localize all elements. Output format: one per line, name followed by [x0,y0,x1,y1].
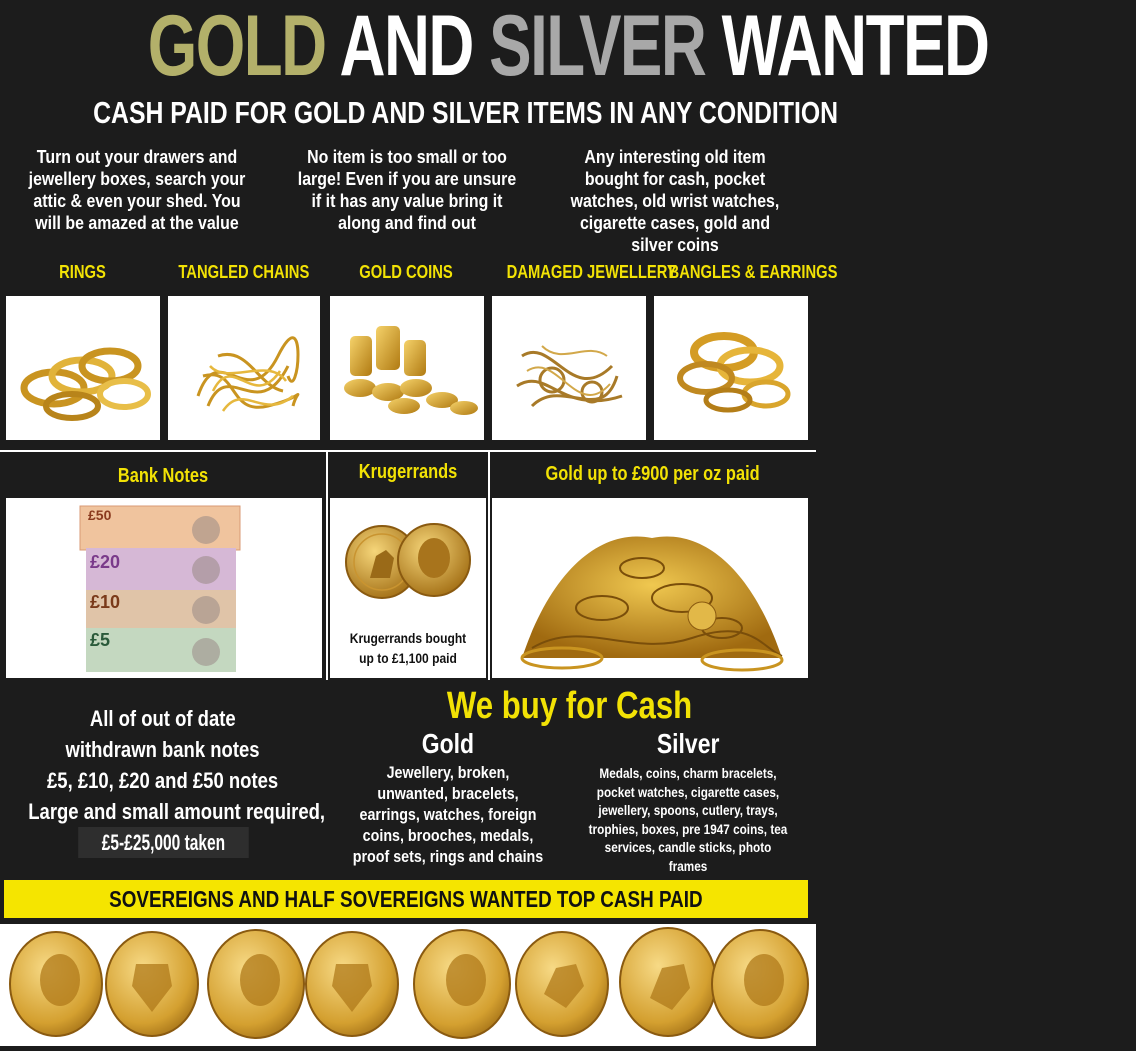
bank-notes-text [0,703,326,858]
krugerrand-coin-icon [330,498,486,628]
damaged-jewellery-icon [492,296,646,440]
intro-text-1: Turn out your drawers and jewellery boxes, search your attic & even your shed. You will be amazed at the value [28,146,246,233]
bank-notes-label: Bank Notes [117,465,209,487]
notes-line-4: Large and small amount required, [28,799,326,824]
gold-coins-photo [330,296,484,440]
bangle-icon [654,296,808,440]
silver-items-text: Medals, coins, charm bracelets, pocket watches, cigarette cases, jewellery, spoons, cutlery, trays, trophies, boxes, pre 1947 coins, tea services, candle sticks, photo frames [588,765,788,874]
chains-photo [168,296,320,440]
gold-rate-label: Gold up to £900 per oz paid [545,463,761,485]
bank-note-icon [6,498,322,678]
divider-vertical-1 [326,452,328,680]
gold-chain-icon [168,296,320,440]
notes-line-5: £5-£25,000 taken [101,830,225,855]
rings-photo [6,296,160,440]
subheadline-text: CASH PAID FOR GOLD AND SILVER ITEMS IN ANY CONDITION [93,95,839,130]
category-label-rings: RINGS [59,262,107,282]
damaged-jewellery-photo [492,296,646,440]
note-50-label: £50 [88,507,112,523]
sovereign-coin-icon [0,924,816,1046]
sovereigns-banner: SOVEREIGNS AND HALF SOVEREIGNS WANTED TOP CASH PAID [4,880,808,918]
gold-heading: Gold [421,728,475,759]
krugerrands-label: Krugerrands [358,461,458,483]
krugerrands-caption-line1: Krugerrands bought [349,630,467,646]
krugerrands-panel [330,498,486,678]
note-20-label: £20 [90,552,121,572]
category-label-coins: GOLD COINS [359,262,453,282]
category-label-bangles: BANGLES & EARRINGS [668,262,838,282]
headline-gold: GOLD [147,0,326,94]
subheadline [0,94,839,132]
category-label-chains: TANGLED CHAINS [178,262,310,282]
headline-and: AND [339,0,473,94]
silver-heading: Silver [656,728,720,759]
gold-coin-icon [330,296,484,440]
gold-ring-icon [6,296,160,440]
sovereign-coins-strip [0,924,816,1046]
intro-col-3 [544,146,806,256]
krugerrands-caption [330,628,486,668]
buy-title: We buy for Cash [447,685,693,727]
note-5-label: £5 [90,630,111,650]
headline-silver: SILVER [489,0,706,94]
notes-line-3: £5, £10, £20 and £50 notes [47,768,279,793]
bangles-earrings-photo [654,296,808,440]
intro-text-3: Any interesting old item bought for cash, pocket watches, old wrist watches, cigarette cases, gold and silver coins [570,146,780,255]
intro-col-2 [276,146,538,234]
intro-text-2: No item is too small or too large! Even if you are unsure if it has any value bring it along and find out [297,146,517,233]
category-label-damaged: DAMAGED JEWELLERY [506,262,677,282]
notes-line-2: withdrawn bank notes [65,737,261,762]
gold-pile-photo [492,498,808,678]
note-10-label: £10 [90,592,121,612]
krugerrands-caption-line2: up to £1,100 paid [359,650,457,666]
gold-items-text: Jewellery, broken, unwanted, bracelets, earrings, watches, foreign coins, brooches, medals, proof sets, rings and chains [352,763,544,866]
intro-col-1 [6,146,268,234]
divider-horizontal [0,450,816,452]
notes-line-1: All of out of date [90,706,236,731]
headline-wanted: WANTED [721,0,989,94]
gold-pile-icon [492,498,808,678]
bank-notes-photo [6,498,322,678]
headline [0,0,989,94]
